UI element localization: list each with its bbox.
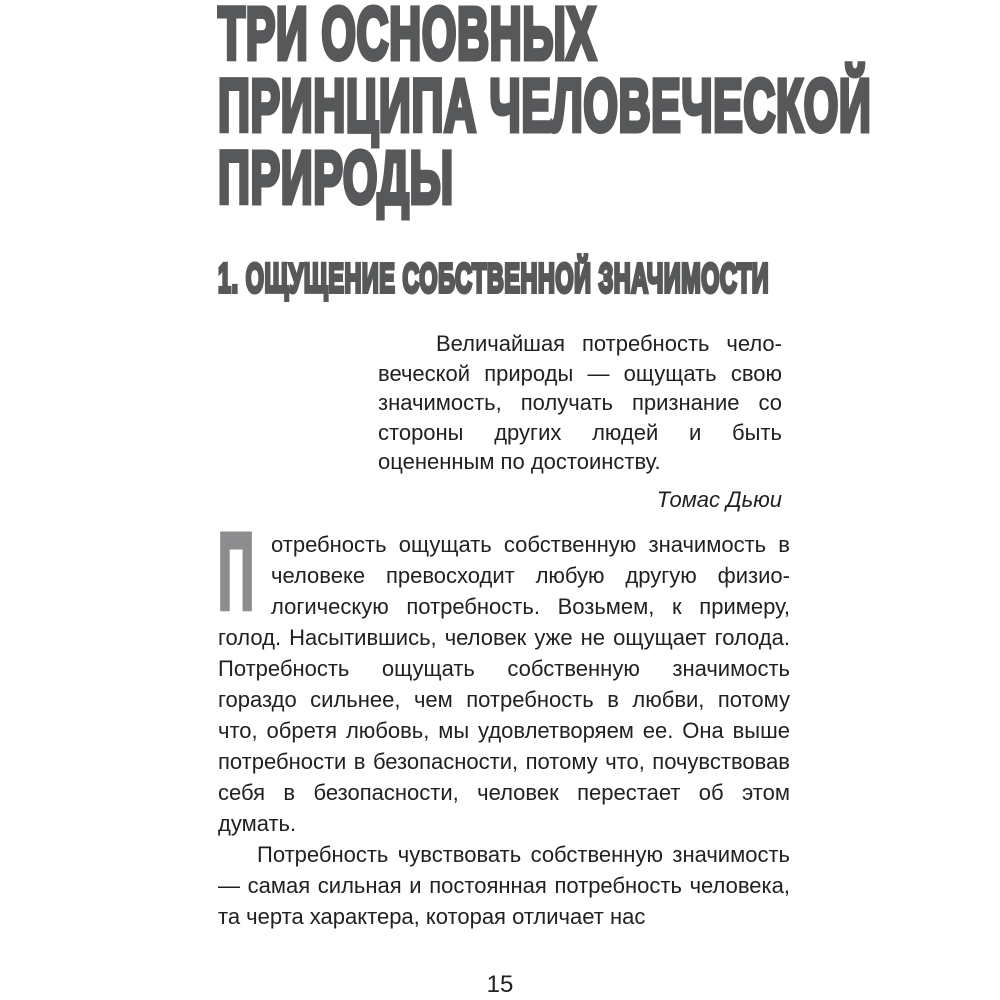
chapter-title-line-1: ТРИ ОСНОВНЫХ [218, 0, 597, 75]
chapter-title-line-2: ПРИНЦИПА ЧЕЛОВЕЧЕСКОЙ [218, 64, 872, 147]
body-text [218, 511, 790, 932]
section-heading: 1. ОЩУЩЕНИЕ СОБСТВЕННОЙ ЗНАЧИМОСТИ [218, 255, 770, 301]
epigraph-attribution: Томас Дьюи [656, 486, 782, 512]
chapter-title-line-3: ПРИРОДЫ [218, 136, 454, 219]
page-number: 15 [486, 971, 514, 998]
paragraph-first-text: отребность ощущать собственную значимость в человеке превосходит любую другую физиологическую потребность. Возьмем, к примеру, голод. Насытившись, человек уже не ощущает голода. Потребность ощущать собственную значимость гораздо сильнее, чем потребность в любви, потому что, обретя любовь, мы удовлетворяем ее. Она выше потребности в безопасности, потому что, почувствовав себя в безопасности, человек перестает об этом думать. [218, 532, 790, 836]
paragraph-second: Потребность чувствовать собственную значимость — самая сильная и постоянная потребность человека, та черта характера, которая отличает нас [218, 842, 790, 929]
epigraph-text: Величайшая потребность человеческой природы — ощущать свою значимость, получать признание со стороны других людей и быть оцененным по достоинству. [378, 331, 782, 474]
chapter-title [218, 0, 1000, 219]
drop-cap [218, 511, 258, 633]
drop-cap-letter: П [218, 511, 255, 633]
paragraph-first [218, 511, 790, 839]
epigraph [378, 329, 782, 514]
